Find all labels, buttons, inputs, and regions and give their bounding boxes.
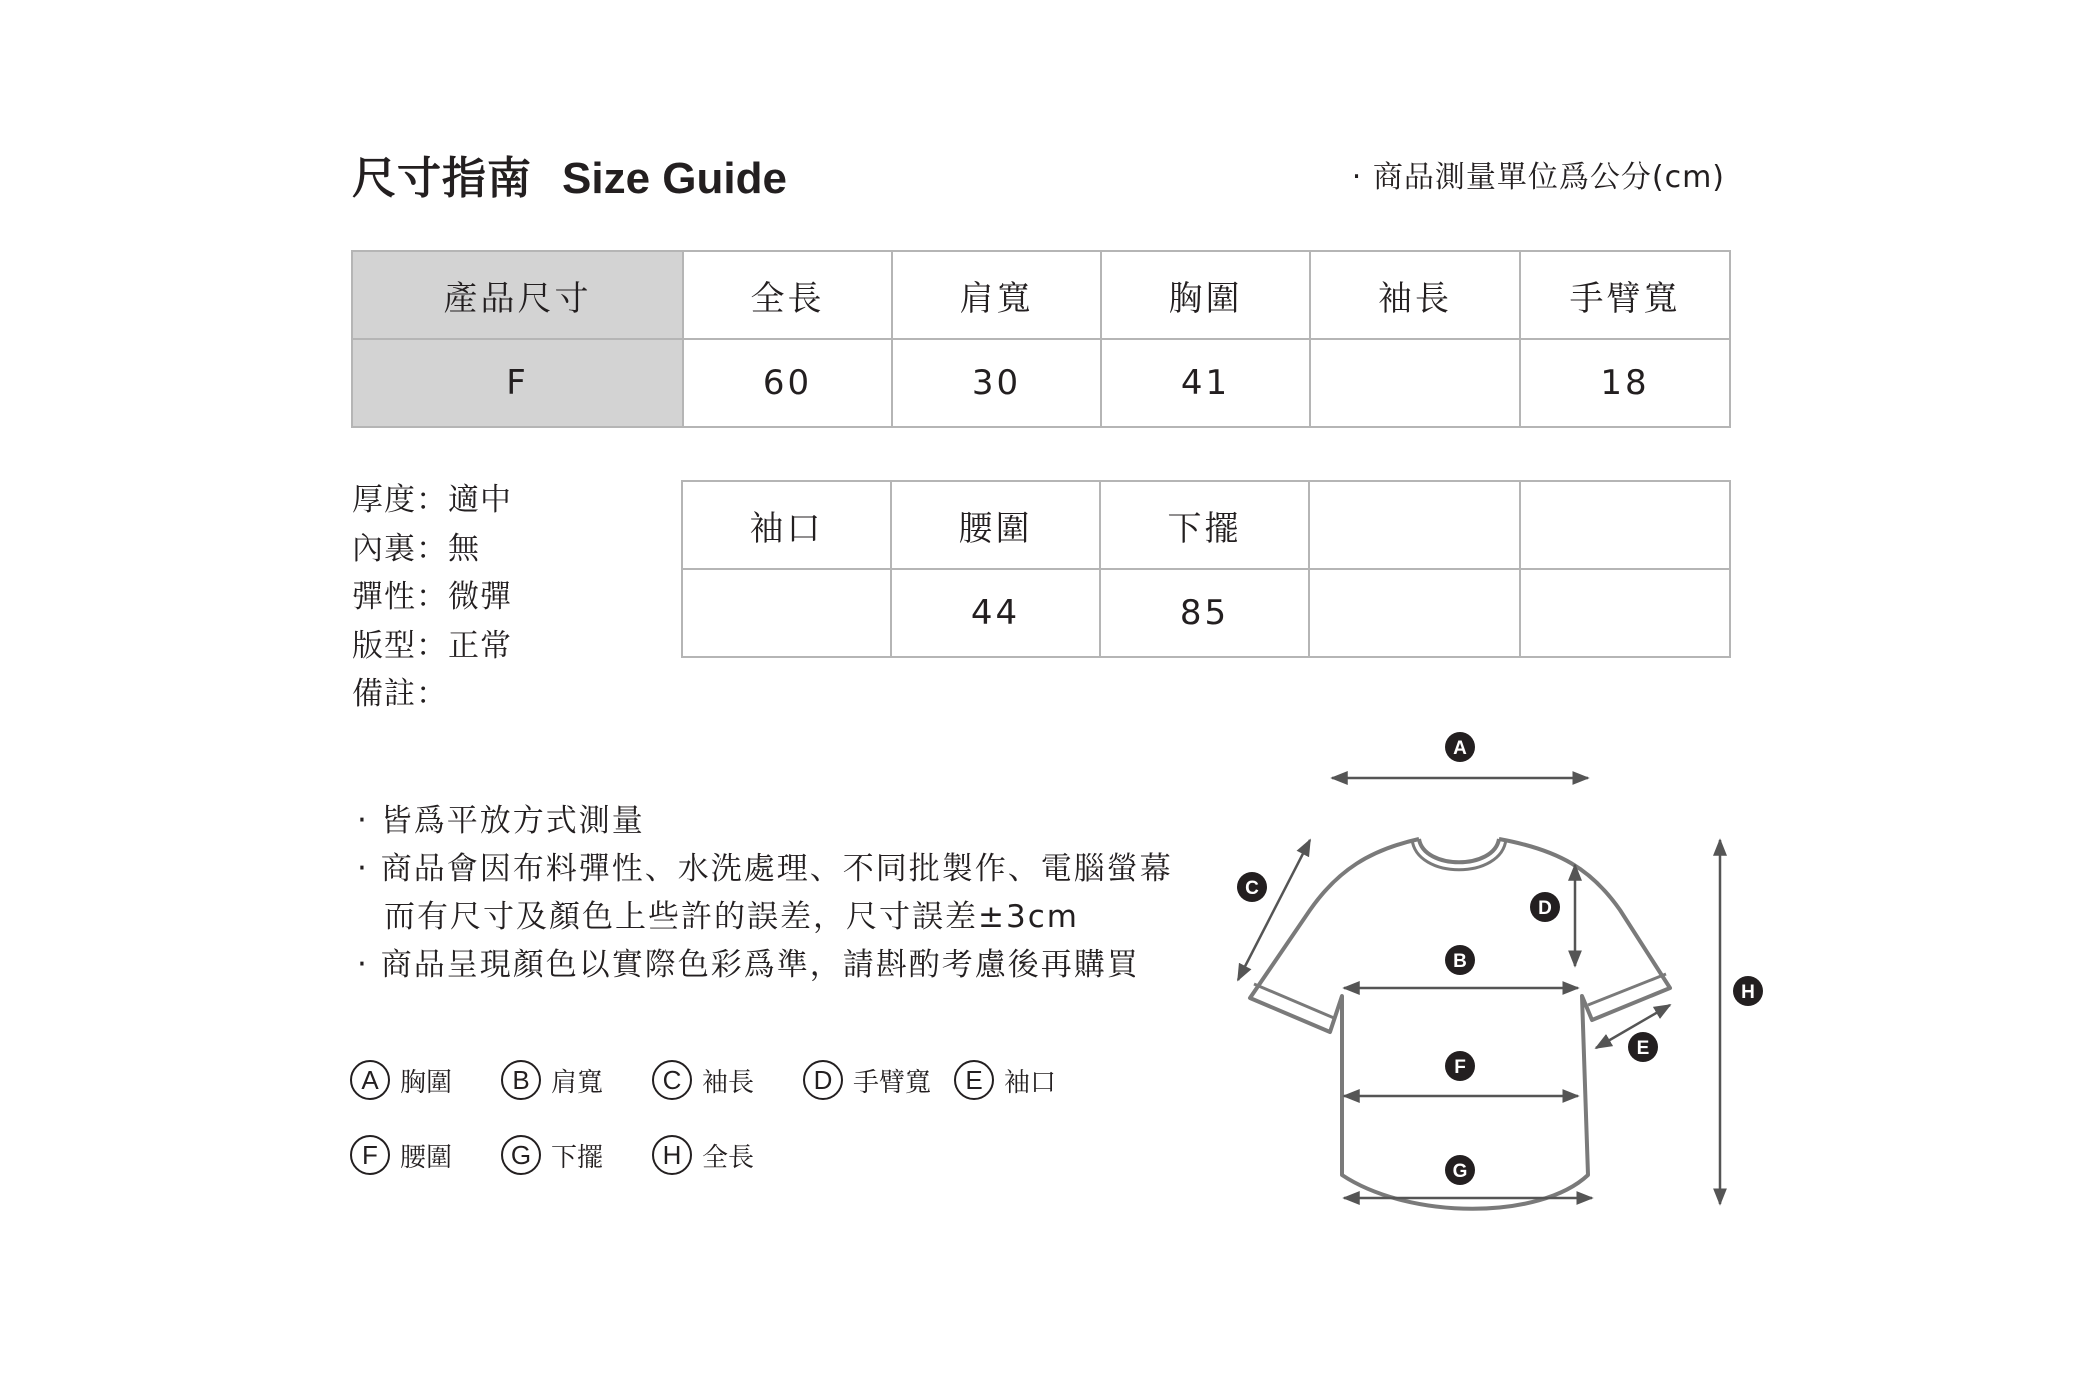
- legend-label-a: 胸圍: [400, 1067, 453, 1098]
- legend-item-a: [350, 1060, 452, 1100]
- arrow-c: [1238, 840, 1310, 980]
- header-cell-arm: 手臂寬: [1520, 251, 1730, 339]
- fabric-specs: [352, 476, 512, 719]
- spec-fit: 版型：正常: [352, 627, 512, 664]
- legend-marker-e: E: [954, 1060, 994, 1100]
- header-cell-shoulder: 肩寬: [892, 251, 1101, 339]
- marker-f-text: F: [1454, 1057, 1466, 1078]
- note-variance: ‧ 商品會因布料彈性、水洗處理、不同批製作、電腦螢幕: [357, 851, 1173, 887]
- legend-label-e: 袖口: [1004, 1067, 1057, 1098]
- table-row: [352, 339, 1730, 427]
- legend-item-b: [501, 1060, 603, 1100]
- marker-h: [1733, 976, 1763, 1006]
- size-table-main: [351, 250, 1731, 428]
- header-cell-size: 產品尺寸: [352, 251, 683, 339]
- tshirt-icon: [1250, 839, 1670, 1209]
- cell-cuff: [682, 569, 891, 657]
- cell-empty-1: [1309, 569, 1520, 657]
- header-cell-hem: 下擺: [1100, 481, 1309, 569]
- legend-label-b: 肩寬: [551, 1067, 604, 1098]
- legend-marker-h: H: [652, 1135, 692, 1175]
- marker-g-text: G: [1452, 1161, 1468, 1182]
- legend-marker-c: C: [652, 1060, 692, 1100]
- marker-f: [1445, 1051, 1475, 1081]
- legend-label-f: 腰圍: [400, 1142, 453, 1173]
- header-cell-empty-1: [1309, 481, 1520, 569]
- legend-item-g: [501, 1135, 603, 1175]
- header-cell-chest: 胸圍: [1101, 251, 1310, 339]
- spec-remark: 備註：: [352, 676, 448, 712]
- spec-lining: 內裏：無: [352, 530, 480, 567]
- legend-item-h: [652, 1135, 754, 1175]
- header-cell-length: 全長: [683, 251, 892, 339]
- table-row: [682, 569, 1730, 657]
- legend-item-e: [954, 1060, 1056, 1100]
- title-zh: 尺寸指南: [352, 153, 532, 204]
- cell-size: F: [352, 339, 683, 427]
- legend-label-c: 袖長: [702, 1067, 755, 1098]
- marker-b-text: B: [1453, 951, 1467, 972]
- legend-marker-b: B: [501, 1060, 541, 1100]
- cell-waist: 44: [891, 569, 1100, 657]
- table-header-row: [682, 481, 1730, 569]
- cell-hem: 85: [1100, 569, 1309, 657]
- marker-b: [1445, 945, 1475, 975]
- cell-chest: 41: [1101, 339, 1310, 427]
- cell-sleeve: [1310, 339, 1520, 427]
- marker-g: [1445, 1155, 1475, 1185]
- note-variance-cont: 而有尺寸及顏色上些許的誤差，尺寸誤差±3cm: [384, 899, 1079, 935]
- note-color: ‧ 商品呈現顏色以實際色彩爲準，請斟酌考慮後再購買: [357, 947, 1140, 983]
- table-header-row: [352, 251, 1730, 339]
- size-table-secondary: [681, 480, 1731, 658]
- header-cell-waist: 腰圍: [891, 481, 1100, 569]
- header-cell-sleeve: 袖長: [1310, 251, 1520, 339]
- legend-label-g: 下擺: [551, 1142, 604, 1173]
- marker-e: [1628, 1032, 1658, 1062]
- marker-d-text: D: [1538, 898, 1552, 919]
- cell-empty-2: [1520, 569, 1730, 657]
- cell-shoulder: 30: [892, 339, 1101, 427]
- measurement-notes: [357, 797, 1173, 989]
- legend-marker-g: G: [501, 1135, 541, 1175]
- cell-arm: 18: [1520, 339, 1730, 427]
- header-cell-empty-2: [1520, 481, 1730, 569]
- cell-length: 60: [683, 339, 892, 427]
- tshirt-measurement-diagram: [1220, 720, 1780, 1240]
- marker-h-text: H: [1741, 982, 1755, 1003]
- legend-marker-f: F: [350, 1135, 390, 1175]
- marker-e-text: E: [1636, 1038, 1650, 1059]
- marker-a-text: A: [1453, 738, 1467, 759]
- spec-thickness: 厚度：適中: [352, 482, 512, 518]
- marker-c-text: C: [1245, 878, 1259, 899]
- legend-marker-a: A: [350, 1060, 390, 1100]
- legend-marker-d: D: [803, 1060, 843, 1100]
- page-title: [352, 142, 787, 206]
- unit-note: ‧ 商品測量單位爲公分(cm): [1351, 160, 1725, 195]
- note-flat-measure: ‧ 皆爲平放方式測量: [357, 803, 645, 839]
- spec-elasticity: 彈性：微彈: [352, 579, 512, 615]
- marker-c: [1237, 872, 1267, 902]
- legend-label-d: 手臂寬: [853, 1067, 932, 1098]
- legend-label-h: 全長: [702, 1142, 755, 1173]
- marker-a: [1445, 732, 1475, 762]
- legend-item-c: [652, 1060, 754, 1100]
- legend-item-d: [803, 1060, 931, 1100]
- title-en: Size Guide: [562, 154, 787, 203]
- legend-item-f: [350, 1135, 452, 1175]
- marker-d: [1530, 892, 1560, 922]
- header-cell-cuff: 袖口: [682, 481, 891, 569]
